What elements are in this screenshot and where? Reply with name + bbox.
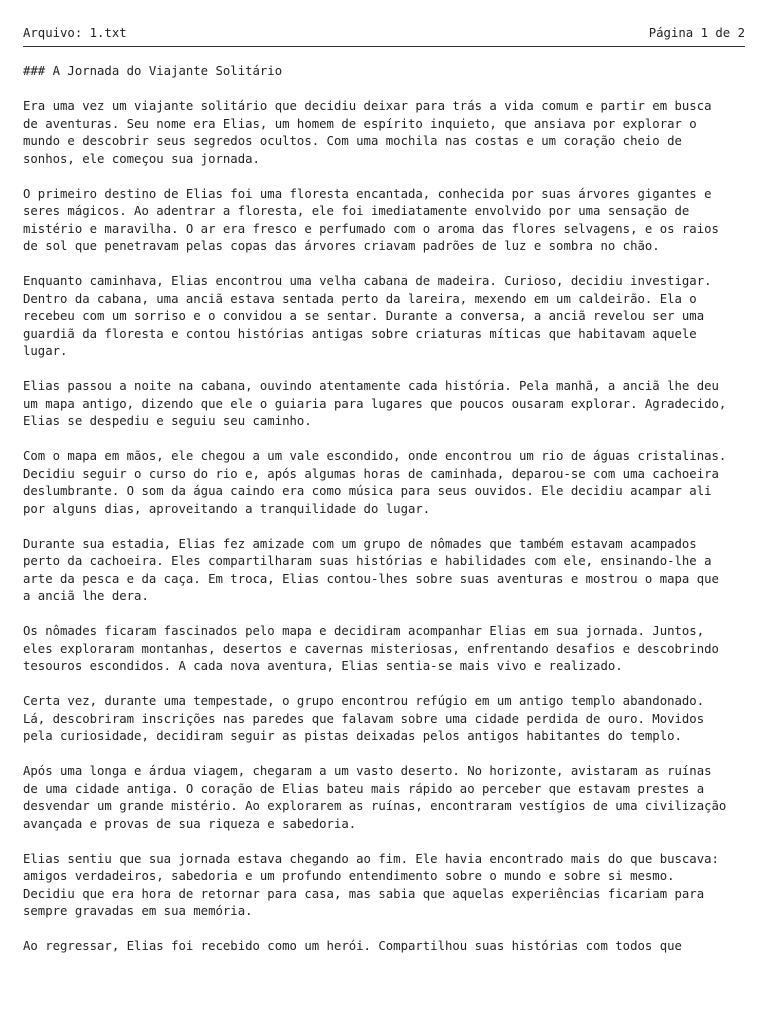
page-header [23, 23, 745, 43]
document-heading: ### A Jornada do Viajante Solitário [23, 64, 283, 78]
header-divider [23, 46, 745, 47]
paragraph: Ao regressar, Elias foi recebido como um herói. Compartilhou suas histórias com todos que [23, 939, 682, 953]
document-body [23, 63, 748, 973]
paragraph: Certa vez, durante uma tempestade, o grupo encontrou refúgio em um antigo templo abandonado. Lá, descobriram inscrições nas paredes que falavam sobre uma cidade perdida de ouro. Movidos pela curiosidade, decidiram seguir as pistas deixadas pelos antigos habitantes do templo. [23, 694, 705, 743]
paragraph: Elias sentiu que sua jornada estava chegando ao fim. Ele havia encontrado mais do que buscava: amigos verdadeiros, sabedoria e um profundo entendimento sobre o mundo e sobre si mesmo. Decidiu que era hora de retornar para casa, mas sabia que aquelas experiências ficariam para sempre gravadas em sua memória. [23, 851, 719, 918]
paragraph: O primeiro destino de Elias foi uma floresta encantada, conhecida por suas árvores gigantes e seres mágicos. Ao adentrar a floresta, ele foi imediatamente envolvido por uma sensação de mistério e maravilha. O ar era fresco e perfumado com o aroma das flores selvagens, e os raios de sol que penetravam pelas copas das árvores criavam padrões de luz e sombra no chão. [23, 186, 719, 253]
paragraph: Os nômades ficaram fascinados pelo mapa e decidiram acompanhar Elias em sua jornada. Juntos, eles exploraram montanhas, desertos e cavernas misteriosas, enfrentando desafios e descobrindo tesouros escondidos. A cada nova aventura, Elias sentia-se mais vivo e realizado. [23, 624, 719, 673]
paragraph: Era uma vez um viajante solitário que decidiu deixar para trás a vida comum e partir em busca de aventuras. Seu nome era Elias, um homem de espírito inquieto, que ansiava por explorar o mundo e descobrir seus segredos ocultos. Com uma mochila nas costas e um coração cheio de sonhos, ele começou sua jornada. [23, 99, 712, 166]
paragraph: Com o mapa em mãos, ele chegou a um vale escondido, onde encontrou um rio de águas cristalinas. Decidiu seguir o curso do rio e, após algumas horas de caminhada, deparou-se com uma cachoeira deslumbrante. O som da água caindo era como música para seus ouvidos. Ele decidiu acampar ali por alguns dias, aproveitando a tranquilidade do lugar. [23, 449, 727, 516]
paragraph: Após uma longa e árdua viagem, chegaram a um vasto deserto. No horizonte, avistaram as ruínas de uma cidade antiga. O coração de Elias bateu mais rápido ao perceber que estavam prestes a desvendar um grande mistério. Ao explorarem as ruínas, encontraram vestígios de uma civilização avançada e provas de sua riqueza e sabedoria. [23, 764, 727, 831]
paragraph: Enquanto caminhava, Elias encontrou uma velha cabana de madeira. Curioso, decidiu investigar. Dentro da cabana, uma anciã estava sentada perto da lareira, mexendo em um caldeirão. Ela o recebeu com um sorriso e o convidou a se sentar. Durante a conversa, a anciã revelou ser uma guardiã da floresta e contou histórias antigas sobre criaturas míticas que habitavam aquele lugar. [23, 274, 712, 358]
file-name-label: Arquivo: 1.txt [23, 26, 127, 40]
paragraph: Elias passou a noite na cabana, ouvindo atentamente cada história. Pela manhã, a anciã lhe deu um mapa antigo, dizendo que ele o guiaria para lugares que poucos ousaram explorar. Agradecido, Elias se despediu e seguiu seu caminho. [23, 379, 727, 428]
page-number-label: Página 1 de 2 [648, 26, 745, 40]
paragraph: Durante sua estadia, Elias fez amizade com um grupo de nômades que também estavam acampados perto da cachoeira. Eles compartilharam suas histórias e habilidades com ele, ensinando-lhe a arte da pesca e da caça. Em troca, Elias contou-lhes sobre suas aventuras e mostrou o mapa que a anciã lhe dera. [23, 536, 719, 603]
